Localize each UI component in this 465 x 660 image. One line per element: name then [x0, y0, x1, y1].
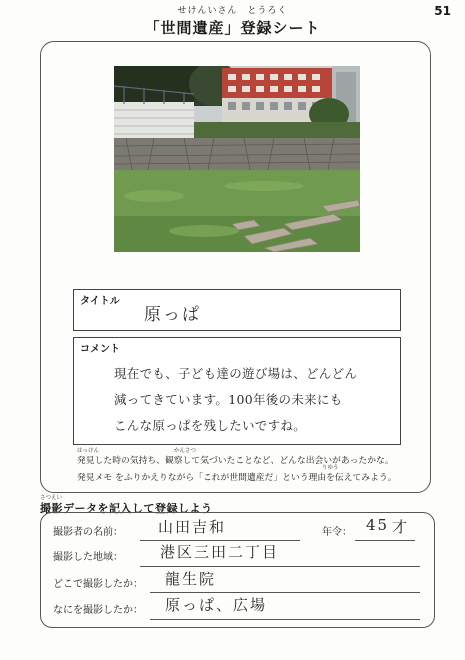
title-field-value: 原っぱ	[144, 305, 201, 325]
comment-field-label: コメント	[80, 344, 120, 355]
comment-line-3: こんな原っぱを残したいですね。	[114, 418, 307, 433]
hint-line-1: 発見した時の気持ち、観察して気づいたことなど、どんな出会いがあったかな。	[77, 456, 394, 466]
area-value: 港区三田二丁目	[160, 543, 280, 561]
place-label: どこで撮影したか：	[53, 579, 143, 590]
photo-illustration	[114, 66, 360, 252]
subject-label: なにを撮影したか：	[53, 605, 143, 616]
subject-value: 原っぱ、広場	[165, 596, 268, 614]
title-ruby: せけんいさん とうろく	[177, 6, 288, 16]
age-value: 45	[366, 516, 390, 534]
age-underline	[355, 540, 415, 541]
ruby-hakken: はっけん	[77, 448, 100, 454]
comment-line-2: 減ってきています。100年後の未来にも	[114, 392, 343, 407]
title-field-label: タイトル	[80, 296, 120, 307]
photo	[114, 66, 360, 252]
area-label: 撮影した地域：	[53, 552, 123, 563]
subject-underline	[150, 619, 420, 620]
registration-heading: 撮影データを記入して登録しよう	[40, 502, 213, 515]
comment-field	[73, 337, 401, 445]
age-label: 年令：	[322, 527, 352, 538]
area-underline	[140, 566, 420, 567]
hint-line-2: 発見メモ をふりかえりながら「これが世間遺産だ」という理由を伝えてみよう。	[77, 473, 397, 483]
comment-line-1: 現在でも、子ども達の遊び場は、どんどん	[114, 366, 358, 381]
place-value: 龍生院	[165, 570, 217, 588]
ruby-satsuei: さつえい	[40, 495, 63, 501]
ruby-kansatsu: かんさつ	[174, 448, 197, 454]
title-field	[73, 289, 401, 331]
place-underline	[150, 592, 420, 593]
page-number: 51	[434, 4, 451, 18]
name-label: 撮影者の名前：	[53, 527, 123, 538]
name-value: 山田吉和	[158, 518, 227, 536]
age-unit: 才	[392, 518, 410, 536]
ruby-riyuu: りゆう	[322, 465, 339, 471]
sheet-title: 「世間遺産」登録シート	[144, 19, 321, 37]
